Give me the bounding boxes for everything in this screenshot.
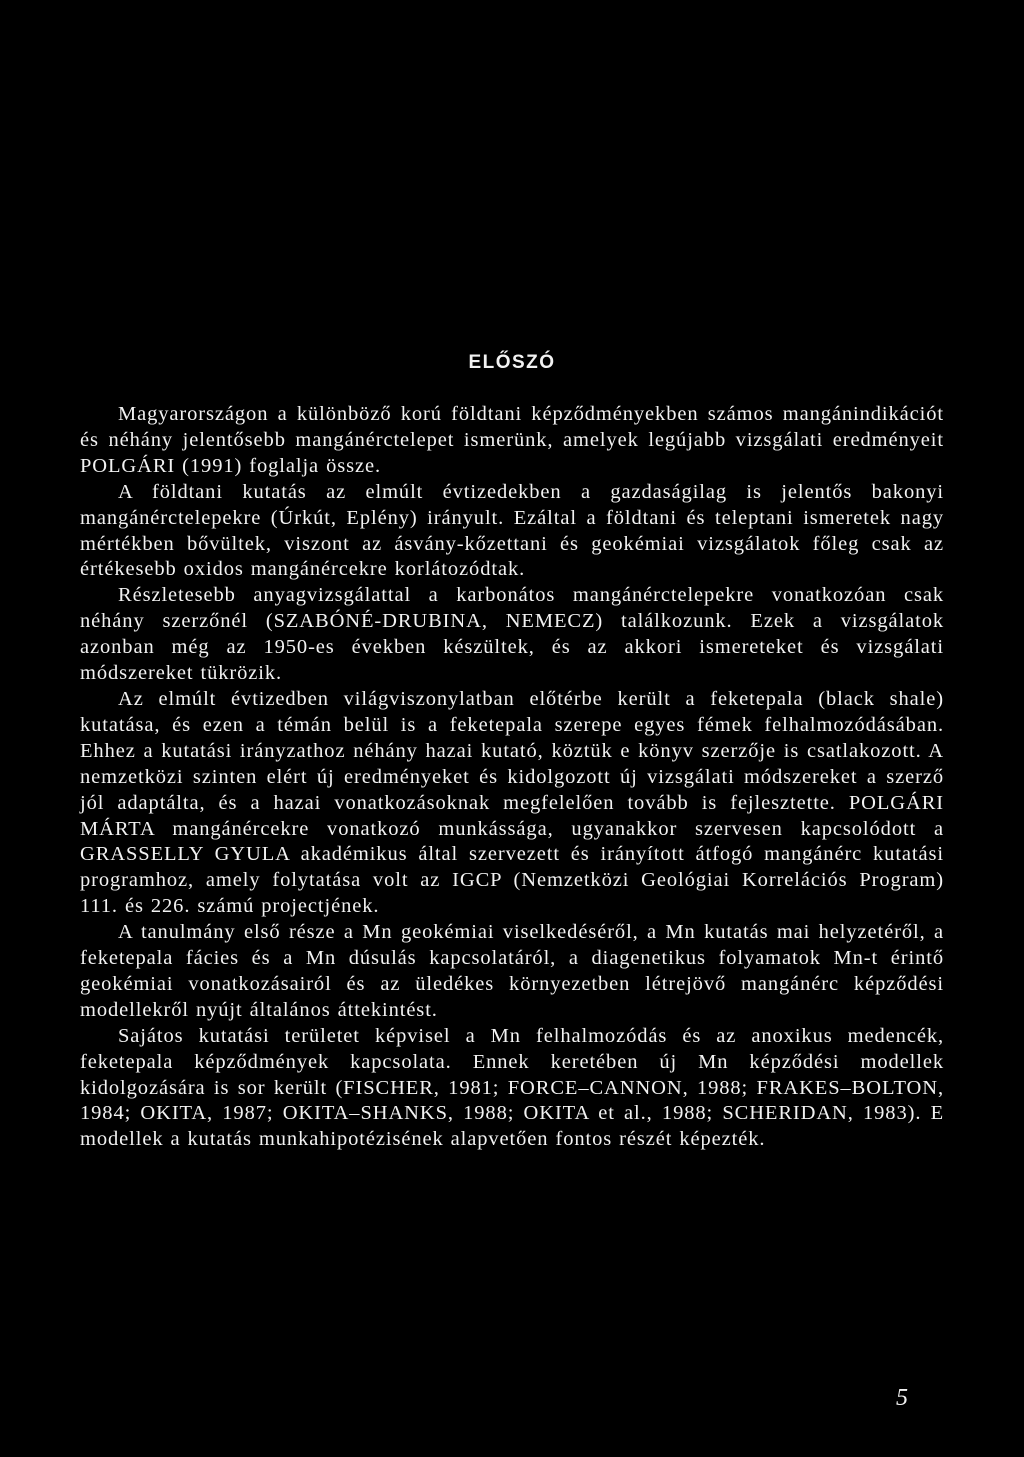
paragraph-6: Sajátos kutatási területet képvisel a Mn felhalmozódás és az anoxikus medencék, feketepala képződmények kapcsolata. Ennek keretében új Mn képződési modellek kidolgozására is sor került (FISCHER, 1981; FORCE–CANNON, 1988; FRAKES–BOLTON, 1984; OKITA, 1987; OKITA–SHANKS, 1988; OKITA et al., 1988; SCHERIDAN, 1983). E modellek a kutatás munkahipotézisének alapvetően fontos részét képezték. xyxy=(80,1024,944,1151)
paragraph-2: A földtani kutatás az elmúlt évtizedekben a gazdaságilag is jelentős bakonyi mangánérctelepekre (Úrkút, Eplény) irányult. Ezáltal a földtani és teleptani ismeretek nagy mértékben bővültek, viszont az ásvány-kőzettani és geokémiai vizsgálatok főleg csak az értékesebb oxidos mangánércekre korlátozódtak. xyxy=(80,480,944,581)
paragraph-5: A tanulmány első része a Mn geokémiai viselkedéséről, a Mn kutatás mai helyzetéről, a feketepala fácies és a Mn dúsulás kapcsolatáról, a diagenetikus folyamatok Mn-t érintő geokémiai vonatkozásairól és az üledékes környezetben létrejövő mangánérc képződési modellekről nyújt általános áttekintést. xyxy=(80,921,944,1021)
paragraph-4: Az elmúlt évtizedben világviszonylatban előtérbe került a feketepala (black shale) kutatása, és ezen a témán belül is a feketepala szerepe egyes fémek felhalmozódásában. Ehhez a kutatási irányzathoz néhány hazai kutató, köztük e könyv szerzője is csatlakozott. A nemzetközi szinten elért új eredményeket és kidolgozott új vizsgálati módszereket a szerző jól adaptálta, és a hazai vonatkozásoknak megfelelően tovább is fejlesztette. POLGÁRI MÁRTA mangánércekre vonatkozó munkássága, ugyanakkor szervesen kapcsolódott a GRASSELLY GYULA akadémikus által szervezett és irányított átfogó mangánérc kutatási programhoz, amely folytatása volt az IGCP (Nemzetközi Geológiai Korrelációs Program) 111. és 226. számú projectjének. xyxy=(80,687,944,918)
page-title: ELŐSZÓ xyxy=(468,352,556,373)
body-text xyxy=(80,402,944,1153)
page-number: 5 xyxy=(896,1385,908,1411)
paragraph-3: Részletesebb anyagvizsgálattal a karbonátos mangánérctelepekre vonatkozóan csak néhány szerzőnél (SZABÓNÉ-DRUBINA, NEMECZ) találkozunk. Ezek a vizsgálatok azonban még az 1950-es években készültek, és az akkori ismereteket és vizsgálati módszereket tükrözik. xyxy=(80,584,944,685)
paragraph-1: Magyarországon a különböző korú földtani képződményekben számos mangánindikációt és néhány jelentősebb mangánérctelepet ismerünk, amelyek legújabb vizsgálati eredményeit POLGÁRI (1991) foglalja össze. xyxy=(80,403,944,477)
